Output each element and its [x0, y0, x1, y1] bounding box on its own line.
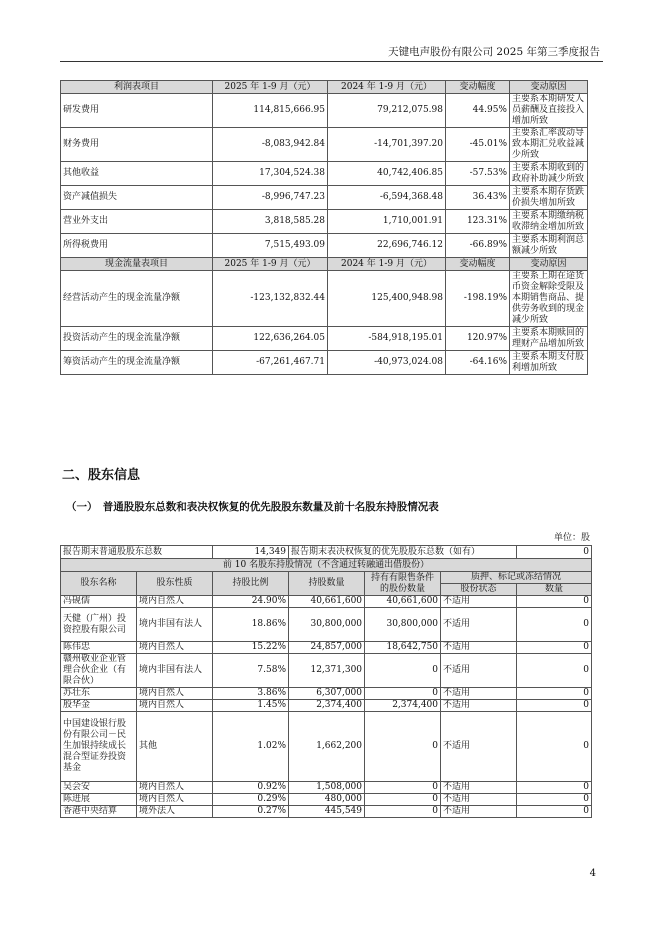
pledge-status: 不适用 — [441, 688, 517, 700]
restricted-quantity: 0 — [365, 806, 441, 818]
col-header-restricted: 持有有限售条件的股份数量 — [365, 572, 441, 596]
value-2024: -40,973,024.08 — [328, 351, 446, 375]
holder-name: 殷华金 — [61, 700, 137, 712]
value-2024: -6,594,368.48 — [328, 186, 446, 210]
holding-quantity: 6,307,000 — [289, 688, 365, 700]
holder-name: 陈进展 — [61, 794, 137, 806]
holding-quantity: 1,508,000 — [289, 782, 365, 794]
holder-nature: 境内自然人 — [137, 794, 213, 806]
value-2024: 22,696,746.12 — [328, 234, 446, 258]
holding-ratio: 3.86% — [213, 688, 289, 700]
holding-quantity: 30,800,000 — [289, 608, 365, 642]
income_table-header-row — [61, 81, 588, 94]
table-row — [61, 128, 588, 162]
restricted-quantity: 0 — [365, 654, 441, 688]
pledge-count: 0 — [517, 712, 592, 782]
item-name: 筹资活动产生的现金流量净额 — [61, 351, 213, 375]
holder-nature: 境内自然人 — [137, 700, 213, 712]
holding-quantity: 12,371,300 — [289, 654, 365, 688]
table-row — [61, 806, 592, 818]
value-2025: -123,132,832.44 — [213, 271, 328, 327]
income-table-header-cell: 利润表项目 — [61, 81, 213, 94]
value-2024: -14,701,397.20 — [328, 128, 446, 162]
pledge-status: 不适用 — [441, 642, 517, 654]
table-row — [61, 234, 588, 258]
restricted-quantity: 40,661,600 — [365, 596, 441, 608]
pledge-count: 0 — [517, 806, 592, 818]
holding-quantity: 480,000 — [289, 794, 365, 806]
change-rate: -198.19% — [446, 271, 510, 327]
item-name: 经营活动产生的现金流量净额 — [61, 271, 213, 327]
value-2024: -584,918,195.01 — [328, 327, 446, 351]
holding-ratio: 0.92% — [213, 782, 289, 794]
cash-table-header-cell: 2025 年 1-9 月（元） — [213, 258, 328, 271]
pledge-status: 不适用 — [441, 608, 517, 642]
value-2025: 114,815,666.95 — [213, 94, 328, 128]
item-name: 研发费用 — [61, 94, 213, 128]
restricted-quantity: 18,642,750 — [365, 642, 441, 654]
holding-ratio: 1.45% — [213, 700, 289, 712]
pledge-status: 不适用 — [441, 806, 517, 818]
top10-caption: 前 10 名股东持股情况（不含通过转融通出借股份） — [61, 559, 592, 572]
cash-table-header-cell: 2024 年 1-9 月（元） — [328, 258, 446, 271]
value-2025: -8,083,942.84 — [213, 128, 328, 162]
holding-quantity: 445,549 — [289, 806, 365, 818]
holding-ratio: 18.86% — [213, 608, 289, 642]
col-header-name: 股东名称 — [61, 572, 137, 596]
holder-name: 冯砚儒 — [61, 596, 137, 608]
holder-nature: 其他 — [137, 712, 213, 782]
income-table-header-cell: 变动原因 — [510, 81, 588, 94]
pledge-count: 0 — [517, 654, 592, 688]
holding-ratio: 0.27% — [213, 806, 289, 818]
cash-table-header-cell: 变动原因 — [510, 258, 588, 271]
restricted-quantity: 0 — [365, 794, 441, 806]
pref-holders-label: 报告期末表决权恢复的优先股股东总数（如有） — [289, 546, 517, 559]
table-row — [61, 700, 592, 712]
item-name: 投资活动产生的现金流量净额 — [61, 327, 213, 351]
summary-row — [61, 546, 592, 559]
header-divider — [60, 61, 603, 62]
holding-quantity: 40,661,600 — [289, 596, 365, 608]
change-reason: 主要系上期在途货币资金解除受限及本期销售商品、提供劳务收到的现金减少所致 — [510, 271, 588, 327]
common-holders-label: 报告期末普通股股东总数 — [61, 546, 213, 559]
common-holders-value: 14,349 — [213, 546, 289, 559]
change-reason: 主要系本期缴纳税收滞纳金增加所致 — [510, 210, 588, 234]
item-name: 财务费用 — [61, 128, 213, 162]
pledge-count: 0 — [517, 794, 592, 806]
holding-ratio: 15.22% — [213, 642, 289, 654]
pref-holders-value: 0 — [517, 546, 592, 559]
holder-nature: 境内非国有法人 — [137, 654, 213, 688]
item-name: 资产减值损失 — [61, 186, 213, 210]
table-row — [61, 654, 592, 688]
table-row — [61, 688, 592, 700]
top10-caption-row — [61, 559, 592, 572]
table-row — [61, 210, 588, 234]
change-reason: 主要系本期收到的政府补助减少所致 — [510, 162, 588, 186]
holding-ratio: 7.58% — [213, 654, 289, 688]
cash-table-header-cell: 现金流量表项目 — [61, 258, 213, 271]
table-row — [61, 271, 588, 327]
holding-ratio: 0.29% — [213, 794, 289, 806]
pledge-status: 不适用 — [441, 596, 517, 608]
change-rate: -66.89% — [446, 234, 510, 258]
change-rate: 120.97% — [446, 327, 510, 351]
cash_table-header-row — [61, 258, 588, 271]
holding-quantity: 24,857,000 — [289, 642, 365, 654]
value-2024: 79,212,075.98 — [328, 94, 446, 128]
holder-nature: 境外法人 — [137, 806, 213, 818]
holder-name: 苏壮东 — [61, 688, 137, 700]
value-2025: 122,636,264.05 — [213, 327, 328, 351]
change-reason: 主要系本期赎回的理财产品增加所致 — [510, 327, 588, 351]
holder-name: 天健（广州）投资控股有限公司 — [61, 608, 137, 642]
income-table-header-cell: 变动幅度 — [446, 81, 510, 94]
page-number: 4 — [589, 868, 596, 879]
restricted-quantity: 0 — [365, 782, 441, 794]
income-cashflow-table — [60, 80, 588, 375]
value-2024: 125,400,948.98 — [328, 271, 446, 327]
holding-quantity: 2,374,400 — [289, 700, 365, 712]
restricted-quantity: 0 — [365, 712, 441, 782]
item-name: 营业外支出 — [61, 210, 213, 234]
value-2025: -8,996,747.23 — [213, 186, 328, 210]
section-subtitle: （一） 普通股股东总数和表决权恢复的优先股股东数量及前十名股东持股情况表 — [66, 501, 439, 513]
change-reason: 主要系汇率波动导致本期汇兑收益减少所致 — [510, 128, 588, 162]
change-reason: 主要系本期利润总额减少所致 — [510, 234, 588, 258]
restricted-quantity: 0 — [365, 688, 441, 700]
pledge-status: 不适用 — [441, 782, 517, 794]
pledge-status: 不适用 — [441, 712, 517, 782]
change-rate: -57.53% — [446, 162, 510, 186]
value-2024: 1,710,001.91 — [328, 210, 446, 234]
shareholder-table — [60, 545, 592, 818]
table-row — [61, 642, 592, 654]
pledge-count: 0 — [517, 700, 592, 712]
pledge-status: 不适用 — [441, 700, 517, 712]
column-header-row — [61, 572, 592, 584]
item-name: 所得税费用 — [61, 234, 213, 258]
value-2025: 7,515,493.09 — [213, 234, 328, 258]
holder-nature: 境内自然人 — [137, 782, 213, 794]
table-row — [61, 162, 588, 186]
report-header-title: 天键电声股份有限公司 2025 年第三季度报告 — [388, 46, 600, 58]
restricted-quantity: 30,800,000 — [365, 608, 441, 642]
holder-name: 吴会安 — [61, 782, 137, 794]
value-2024: 40,742,406.85 — [328, 162, 446, 186]
table-row — [61, 327, 588, 351]
table-row — [61, 608, 592, 642]
table-row — [61, 712, 592, 782]
holder-nature: 境内自然人 — [137, 596, 213, 608]
holder-nature: 境内自然人 — [137, 642, 213, 654]
item-name: 其他收益 — [61, 162, 213, 186]
pledge-status: 不适用 — [441, 654, 517, 688]
value-2025: 3,818,585.28 — [213, 210, 328, 234]
holder-name: 香港中央结算 — [61, 806, 137, 818]
change-reason: 主要系本期存货跌价损失增加所致 — [510, 186, 588, 210]
pledge-count: 0 — [517, 608, 592, 642]
col-header-status: 股份状态 — [441, 584, 517, 596]
pledge-count: 0 — [517, 688, 592, 700]
holder-name: 中国建设银行股份有限公司－民生加银持续成长混合型证券投资基金 — [61, 712, 137, 782]
holder-nature: 境内非国有法人 — [137, 608, 213, 642]
change-rate: 44.95% — [446, 94, 510, 128]
col-header-quantity: 持股数量 — [289, 572, 365, 596]
table-row — [61, 94, 588, 128]
change-rate: -64.16% — [446, 351, 510, 375]
pledge-status: 不适用 — [441, 794, 517, 806]
holder-nature: 境内自然人 — [137, 688, 213, 700]
holding-quantity: 1,662,200 — [289, 712, 365, 782]
section-title: 二、股东信息 — [62, 468, 141, 483]
change-reason: 主要系本期研发人员薪酬及直接投入增加所致 — [510, 94, 588, 128]
change-rate: 36.43% — [446, 186, 510, 210]
col-header-count: 数量 — [517, 584, 592, 596]
income-table-header-cell: 2025 年 1-9 月（元） — [213, 81, 328, 94]
pledge-count: 0 — [517, 596, 592, 608]
table-row — [61, 794, 592, 806]
col-header-nature: 股东性质 — [137, 572, 213, 596]
table-row — [61, 782, 592, 794]
holding-ratio: 24.90% — [213, 596, 289, 608]
restricted-quantity: 2,374,400 — [365, 700, 441, 712]
pledge-count: 0 — [517, 782, 592, 794]
change-reason: 主要系本期支付股利增加所致 — [510, 351, 588, 375]
holding-ratio: 1.02% — [213, 712, 289, 782]
table-row — [61, 186, 588, 210]
holder-name: 陈伟忠 — [61, 642, 137, 654]
value-2025: -67,261,467.71 — [213, 351, 328, 375]
col-header-pledge: 质押、标记或冻结情况 — [441, 572, 592, 584]
change-rate: -45.01% — [446, 128, 510, 162]
value-2025: 17,304,524.38 — [213, 162, 328, 186]
col-header-ratio: 持股比例 — [213, 572, 289, 596]
income-table-header-cell: 2024 年 1-9 月（元） — [328, 81, 446, 94]
pledge-count: 0 — [517, 642, 592, 654]
table-row — [61, 351, 588, 375]
change-rate: 123.31% — [446, 210, 510, 234]
table-row — [61, 596, 592, 608]
holder-name: 赣州敬业企业管理合伙企业（有限合伙） — [61, 654, 137, 688]
unit-label: 单位：股 — [553, 533, 590, 543]
cash-table-header-cell: 变动幅度 — [446, 258, 510, 271]
